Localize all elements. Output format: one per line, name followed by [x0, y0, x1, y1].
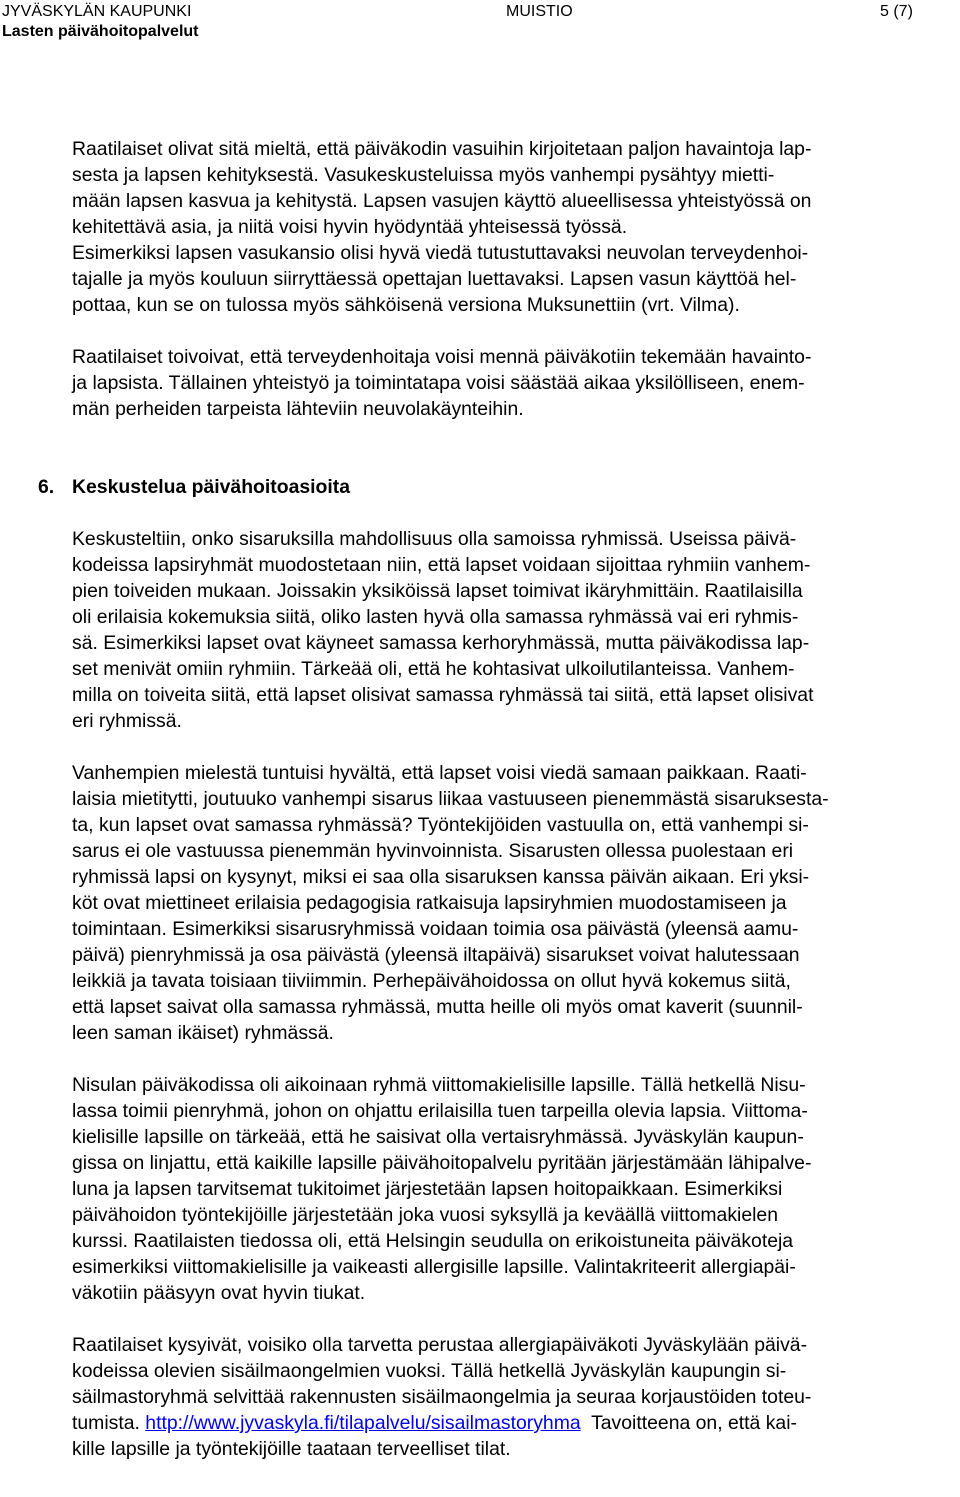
- section-heading: [38, 474, 956, 500]
- text-line: luna ja lapsen tarvitsemat tukitoimet järjestetään lapsen hoitopaikkaan. Esimerkiksi: [72, 1178, 783, 1200]
- page-number: 5 (7): [880, 3, 913, 20]
- text-line: mään lapsen kasvua ja kehitystä. Lapsen vasujen käyttö alueellisessa yhteistyössä on: [72, 190, 812, 212]
- text-line: laisia mietitytti, joutuuko vanhempi sisarus liikaa vastuuseen pienemmästä sisaruksesta-: [72, 788, 829, 810]
- text-line: toimintaan. Esimerkiksi sisarusryhmissä voidaan toimia osa päivästä (yleensä aamu-: [72, 918, 799, 940]
- intro-paragraph-2: [72, 344, 956, 422]
- sisailmastoryhma-link[interactable]: http://www.jyvaskyla.fi/tilapalvelu/sisailmastoryhma: [145, 1412, 581, 1434]
- section-paragraph-1: [72, 526, 956, 734]
- text-line: pien toiveiden mukaan. Joissakin yksiköissä lapset toimivat ikäryhmittäin. Raatilaisilla: [72, 580, 803, 602]
- page-header: [0, 2, 960, 42]
- section-paragraph-2: [72, 760, 956, 1046]
- section-paragraph-3: [72, 1072, 956, 1306]
- document-body: [38, 136, 956, 1488]
- text-fragment: Tavoitteena on, että kai-: [580, 1412, 797, 1434]
- text-line: Raatilaiset kysyivät, voisiko olla tarvetta perustaa allergiapäiväkoti Jyväskylään päivä-: [72, 1334, 808, 1356]
- text-line: säilmastoryhmä selvittää rakennusten sisäilmaongelmia ja seuraa korjaustöiden toteu-: [72, 1386, 812, 1408]
- text-line: leikkiä ja tavata toisiaan tiiviimmin. Perhepäivähoidossa on ollut hyvä kokemus siitä,: [72, 970, 791, 992]
- text-line: ja lapsista. Tällainen yhteistyö ja toimintatapa voisi säästää aikaa yksilölliseen, enem-: [72, 372, 805, 394]
- text-line: sä. Esimerkiksi lapset ovat käyneet samassa kerhoryhmässä, mutta päiväkodissa lap-: [72, 632, 810, 654]
- section-title: Keskustelua päivähoitoasioita: [72, 476, 351, 498]
- text-line: Raatilaiset olivat sitä mieltä, että päiväkodin vasuihin kirjoitetaan paljon havaintoja lap-: [72, 138, 812, 160]
- text-line: väkotiin pääsyyn ovat hyvin tiukat.: [72, 1282, 366, 1304]
- section-number: 6.: [38, 476, 55, 498]
- text-line: pottaa, kun se on tulossa myös sähköisenä versiona Muksunettiin (vrt. Vilma).: [72, 294, 740, 316]
- text-line: kodeissa lapsiryhmät muodostetaan niin, että lapset voidaan sijoittaa ryhmiin vanhem-: [72, 554, 811, 576]
- text-line: köt ovat miettineet erilaisia pedagogisia ratkaisuja lapsiryhmien muodostamiseen ja: [72, 892, 787, 914]
- document-type: MUISTIO: [506, 3, 573, 20]
- text-line: kurssi. Raatilaisten tiedossa oli, että Helsingin seudulla on erikoistuneita päiväkoteja: [72, 1230, 794, 1252]
- organization-name: JYVÄSKYLÄN KAUPUNKI: [2, 3, 192, 20]
- text-line: män perheiden tarpeista lähteviin neuvolakäynteihin.: [72, 398, 524, 420]
- text-line: lassa toimii pienryhmä, johon on ohjattu erilaisilla tuen tarpeilla olevia lapsia. Viittoma-: [72, 1100, 808, 1122]
- text-line: sarus ei ole vastuussa pienemmän hyvinvoinnista. Sisarusten ollessa puolestaan eri: [72, 840, 794, 862]
- section-paragraph-4: [72, 1332, 956, 1462]
- text-line: tajalle ja myös kouluun siirryttäessä opettajan luettavaksi. Lapsen vasun käyttöä hel-: [72, 268, 797, 290]
- text-line: Vanhempien mielestä tuntuisi hyvältä, että lapset voisi viedä samaan paikkaan. Raati-: [72, 762, 807, 784]
- text-line: Raatilaiset toivoivat, että terveydenhoitaja voisi mennä päiväkotiin tekemään havainto-: [72, 346, 812, 368]
- text-line: milla on toiveita siitä, että lapset olisivat samassa ryhmässä tai siitä, että lapset olisivat: [72, 684, 814, 706]
- text-line: kille lapsille ja työntekijöille taataan terveelliset tilat.: [72, 1438, 511, 1460]
- text-line: Nisulan päiväkodissa oli aikoinaan ryhmä viittomakielisille lapsille. Tällä hetkellä Nisu-: [72, 1074, 806, 1096]
- text-line: Keskusteltiin, onko sisaruksilla mahdollisuus olla samoissa ryhmissä. Useissa päivä-: [72, 528, 797, 550]
- text-line: ta, kun lapset ovat samassa ryhmässä? Työntekijöiden vastuulla on, että vanhempi si-: [72, 814, 809, 836]
- text-line: kielisille lapsille on tärkeää, että he saisivat olla vertaisryhmässä. Jyväskylän kaupun-: [72, 1126, 804, 1148]
- text-line: sesta ja lapsen kehityksestä. Vasukeskusteluissa myös vanhempi pysähtyy mietti-: [72, 164, 775, 186]
- text-line-with-link: [72, 1410, 956, 1436]
- text-line: että lapset saivat olla samassa ryhmässä, mutta heille oli myös omat kaverit (suunnil-: [72, 996, 803, 1018]
- text-line: kehitettävä asia, ja niitä voisi hyvin hyödyntää yhteisessä työssä.: [72, 216, 628, 238]
- department-name: Lasten päivähoitopalvelut: [2, 23, 199, 40]
- text-line: esimerkiksi viittomakielisille ja vaikeasti allergisille lapsille. Valintakriteerit allergiapäi-: [72, 1256, 796, 1278]
- text-line: set menivät omiin ryhmiin. Tärkeää oli, että he kohtasivat ulkoilutilanteissa. Vanhem-: [72, 658, 795, 680]
- text-line: leen saman ikäiset) ryhmässä.: [72, 1022, 334, 1044]
- text-fragment: tumista.: [72, 1412, 146, 1434]
- text-line: päivä) pienryhmissä ja osa päivästä (yleensä iltapäivä) sisarukset voivat halutessaan: [72, 944, 800, 966]
- intro-paragraph-1: [72, 136, 956, 318]
- text-line: oli erilaisia kokemuksia siitä, oliko lasten hyvä olla samassa ryhmässä vai eri ryhmis-: [72, 606, 799, 628]
- text-line: Esimerkiksi lapsen vasukansio olisi hyvä viedä tutustuttavaksi neuvolan terveydenhoi-: [72, 242, 809, 264]
- text-line: kodeissa olevien sisäilmaongelmien vuoksi. Tällä hetkellä Jyväskylän kaupungin si-: [72, 1360, 787, 1382]
- text-line: eri ryhmissä.: [72, 710, 182, 732]
- text-line: ryhmissä lapsi on kysynyt, miksi ei saa olla sisaruksen kanssa päivän aikaan. Eri yksi-: [72, 866, 810, 888]
- text-line: gissa on linjattu, että kaikille lapsille päivähoitopalvelu pyritään järjestämään lähipalve-: [72, 1152, 812, 1174]
- text-line: päivähoidon työntekijöille järjestetään joka vuosi syksyllä ja keväällä viittomakielen: [72, 1204, 778, 1226]
